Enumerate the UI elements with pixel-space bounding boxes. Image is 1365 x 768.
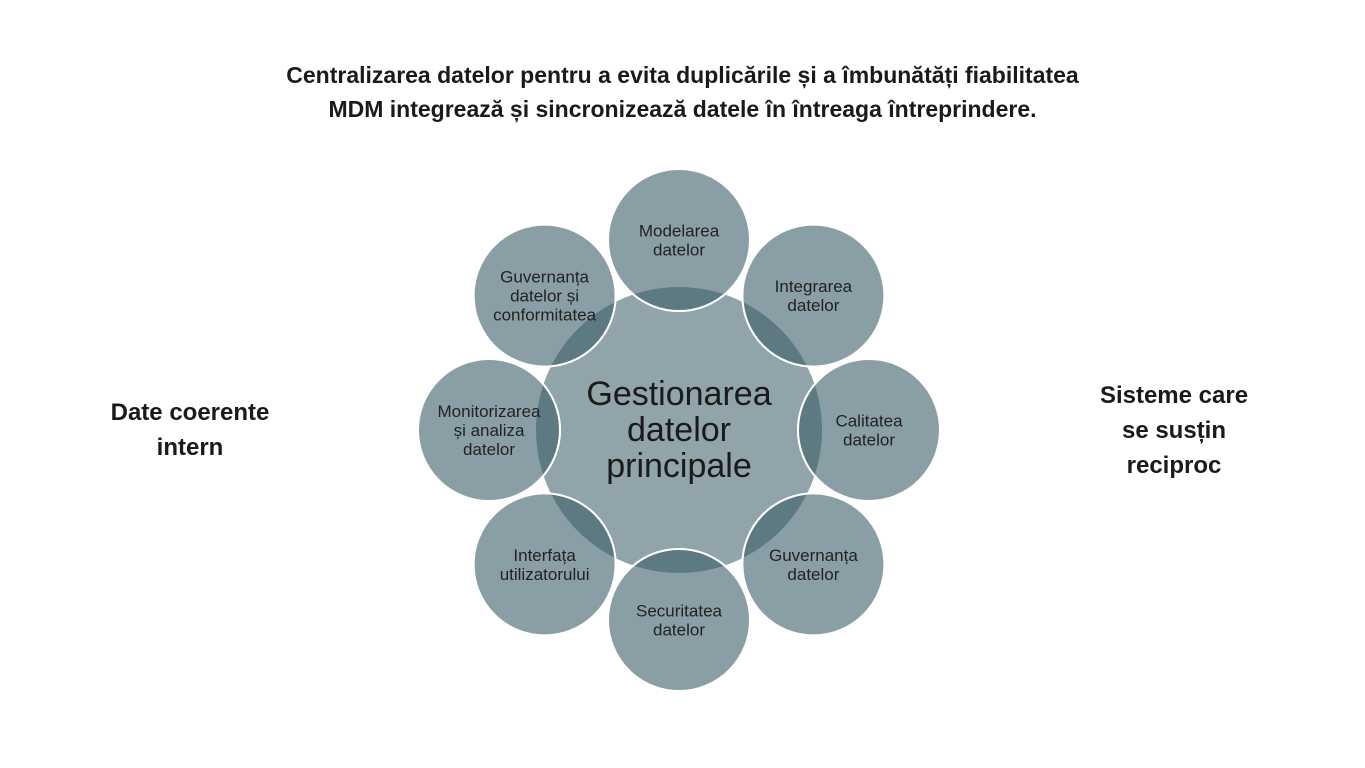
node-4-label-line-2: datelor xyxy=(787,564,840,584)
right-label-line-3: reciproc xyxy=(1126,452,1222,479)
node-5-label-line-2: datelor xyxy=(653,620,705,640)
node-7-label-line-3: datelor xyxy=(463,440,515,459)
header-line-1: Centralizarea datelor pentru a evita duplicările și a îmbunătăți fiabilitatea xyxy=(286,62,1079,88)
right-label-line-2: se susțin xyxy=(1121,417,1227,444)
header-line-2: MDM integrează și sincronizează datele în întreaga întreprindere. xyxy=(328,96,1037,122)
left-label-line-1: Date coerente xyxy=(110,399,270,426)
right-label-line-1: Sisteme care xyxy=(1099,382,1249,409)
node-3-label-line-1: Calitatea xyxy=(835,411,903,431)
node-8-label-line-3: conformitatea xyxy=(493,305,597,325)
center-title-line-1: Gestionarea xyxy=(586,375,772,413)
node-7-label-line-1: Monitorizarea xyxy=(437,402,541,421)
node-1-label-line-2: datelor xyxy=(653,240,705,260)
node-3-label-line-2: datelor xyxy=(843,430,895,450)
node-1-label-line-1: Modelarea xyxy=(638,221,720,241)
node-8-label-line-2: datelor și xyxy=(510,286,580,306)
node-6-label-line-2: utilizatorului xyxy=(499,564,590,584)
node-4-label-line-1: Guvernanța xyxy=(768,545,858,565)
center-title-line-3: principale xyxy=(606,447,752,485)
node-5-label-line-1: Securitatea xyxy=(636,601,722,621)
node-8-label-line-1: Guvernanța xyxy=(500,267,590,287)
node-2-label-line-1: Integrarea xyxy=(774,277,853,297)
node-6-label-line-1: Interfața xyxy=(513,545,576,565)
node-2-label-line-2: datelor xyxy=(787,296,840,316)
left-label-line-2: intern xyxy=(156,434,224,461)
node-7-label-line-2: și analiza xyxy=(453,421,525,440)
center-title-line-2: datelor xyxy=(627,411,731,449)
